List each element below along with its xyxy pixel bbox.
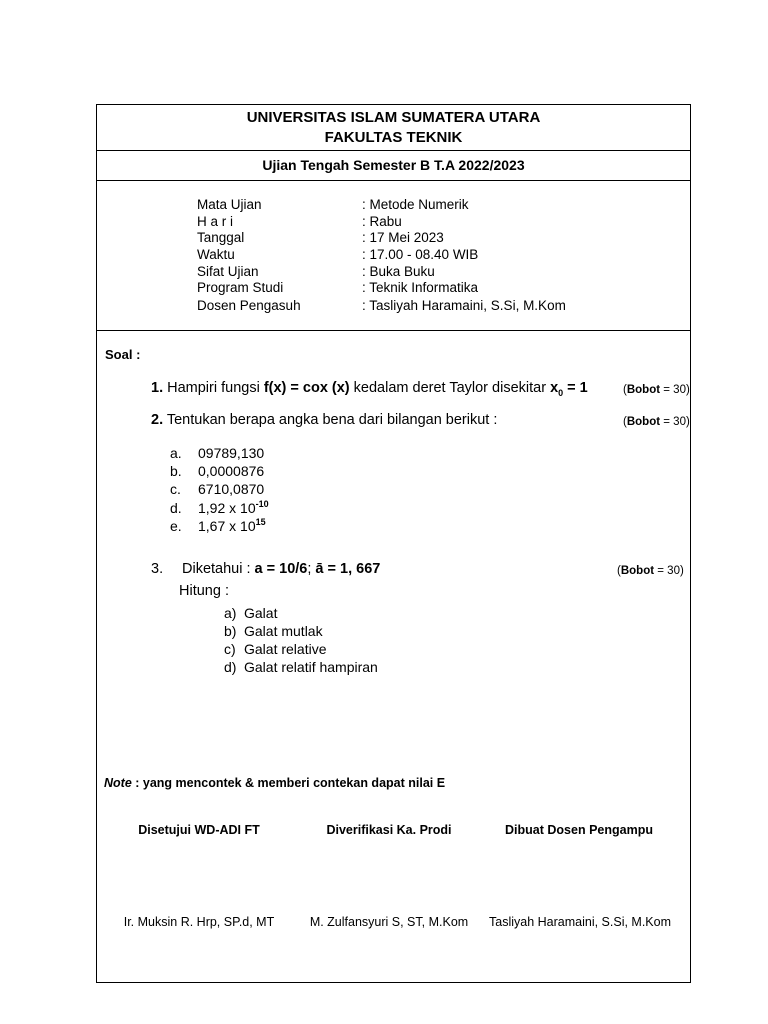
question-text: kedalam deret Taylor disekitar: [349, 380, 551, 396]
bobot-word: Bobot: [620, 565, 655, 577]
question-1: [151, 380, 588, 398]
question-number: 2.: [151, 412, 164, 428]
option-letter: b.: [170, 463, 182, 479]
header-block: [97, 105, 690, 151]
x0-symbol: x: [550, 380, 559, 396]
option-value: 09789,130: [198, 445, 265, 461]
info-label: Waktu: [197, 247, 235, 262]
bobot-rest: = 30): [654, 565, 684, 577]
option-letter: d.: [170, 500, 182, 516]
item-value: Galat relatif hampiran: [244, 659, 378, 675]
item-letter: d): [224, 659, 237, 675]
signature-title-wd: Disetujui WD-ADI FT: [138, 823, 260, 837]
exam-sheet: [96, 104, 691, 983]
x0-subscript: 0: [558, 387, 564, 398]
bobot-open: (: [623, 416, 627, 428]
bobot-q2: [623, 416, 690, 428]
info-value: : Rabu: [362, 214, 402, 229]
question-text: Diketahui :: [182, 561, 255, 577]
item-letter: c): [224, 641, 236, 657]
bobot-word: Bobot: [626, 384, 661, 396]
x0-value: = 1: [563, 380, 588, 396]
given-separator: ;: [307, 561, 316, 577]
option-value: 0,0000876: [198, 463, 265, 479]
info-value: : Metode Numerik: [362, 197, 469, 212]
item-value: Galat: [244, 605, 278, 621]
info-label: Dosen Pengasuh: [197, 298, 301, 313]
question-text: Tentukan berapa angka bena dari bilangan berikut :: [163, 412, 498, 428]
item-a: [224, 605, 277, 621]
faculty-name: FAKULTAS TEKNIK: [324, 129, 463, 146]
item-d: [224, 659, 378, 675]
note: [104, 776, 445, 790]
info-label: Tanggal: [197, 230, 245, 245]
question-number: 3.: [151, 561, 164, 577]
signature-name-dosen: Tasliyah Haramaini, S.Si, M.Kom: [489, 915, 672, 929]
bobot-open: (: [623, 384, 627, 396]
info-value: : Tasliyah Haramaini, S.Si, M.Kom: [362, 298, 566, 313]
hitung-label: Hitung :: [179, 583, 229, 599]
question-text: Hampiri fungsi: [163, 380, 264, 396]
given-a-bar: ā = 1, 667: [315, 561, 381, 577]
bobot-q3: [617, 565, 684, 577]
question-3: [151, 561, 380, 577]
info-label: Program Studi: [197, 280, 284, 295]
option-e: [170, 517, 266, 534]
university-name: UNIVERSITAS ISLAM SUMATERA UTARA: [246, 109, 541, 126]
item-letter: a): [224, 605, 237, 621]
option-value: 6710,0870: [198, 481, 265, 497]
option-exponent: 15: [255, 517, 266, 527]
option-exponent: -10: [255, 499, 269, 509]
signature-title-prodi: Diverifikasi Ka. Prodi: [326, 823, 452, 837]
note-text: : yang mencontek & memberi contekan dapat nilai E: [131, 776, 446, 790]
info-value: : 17 Mei 2023: [362, 230, 444, 245]
bobot-rest: = 30): [660, 416, 690, 428]
question-number: 1.: [151, 380, 164, 396]
option-letter: a.: [170, 445, 182, 461]
item-c: [224, 641, 326, 657]
info-value: : Teknik Informatika: [362, 280, 479, 295]
exam-title: Ujian Tengah Semester B T.A 2022/2023: [97, 151, 690, 181]
option-c: [170, 481, 264, 497]
option-b: [170, 463, 264, 479]
soal-label: Soal :: [105, 347, 141, 362]
note-label: Note: [104, 776, 132, 790]
option-value: 1,67 x 10: [198, 518, 256, 534]
info-value: : Buka Buku: [362, 264, 435, 279]
option-d: [170, 499, 269, 516]
option-letter: e.: [170, 518, 182, 534]
bobot-rest: = 30): [660, 384, 690, 396]
item-b: [224, 623, 323, 639]
given-a: a = 10/6: [254, 561, 308, 577]
signature-title-dosen: Dibuat Dosen Pengampu: [505, 823, 653, 837]
info-label: Sifat Ujian: [197, 264, 259, 279]
exam-info: [97, 181, 690, 331]
item-letter: b): [224, 623, 237, 639]
info-label: H a r i: [197, 214, 234, 229]
option-letter: c.: [170, 481, 181, 497]
bobot-word: Bobot: [626, 416, 661, 428]
option-a: [170, 445, 264, 461]
option-value: 1,92 x 10: [198, 500, 256, 516]
question-2: [151, 412, 497, 428]
function-expression: f(x) = cox (x): [263, 380, 350, 396]
item-value: Galat relative: [244, 641, 327, 657]
info-value: : 17.00 - 08.40 WIB: [362, 247, 479, 262]
bobot-q1: [623, 384, 690, 396]
item-value: Galat mutlak: [244, 623, 323, 639]
signature-name-prodi: M. Zulfansyuri S, ST, M.Kom: [309, 915, 469, 929]
bobot-open: (: [617, 565, 621, 577]
signature-name-wd: Ir. Muksin R. Hrp, SP.d, MT: [123, 915, 275, 929]
info-label: Mata Ujian: [197, 197, 262, 212]
